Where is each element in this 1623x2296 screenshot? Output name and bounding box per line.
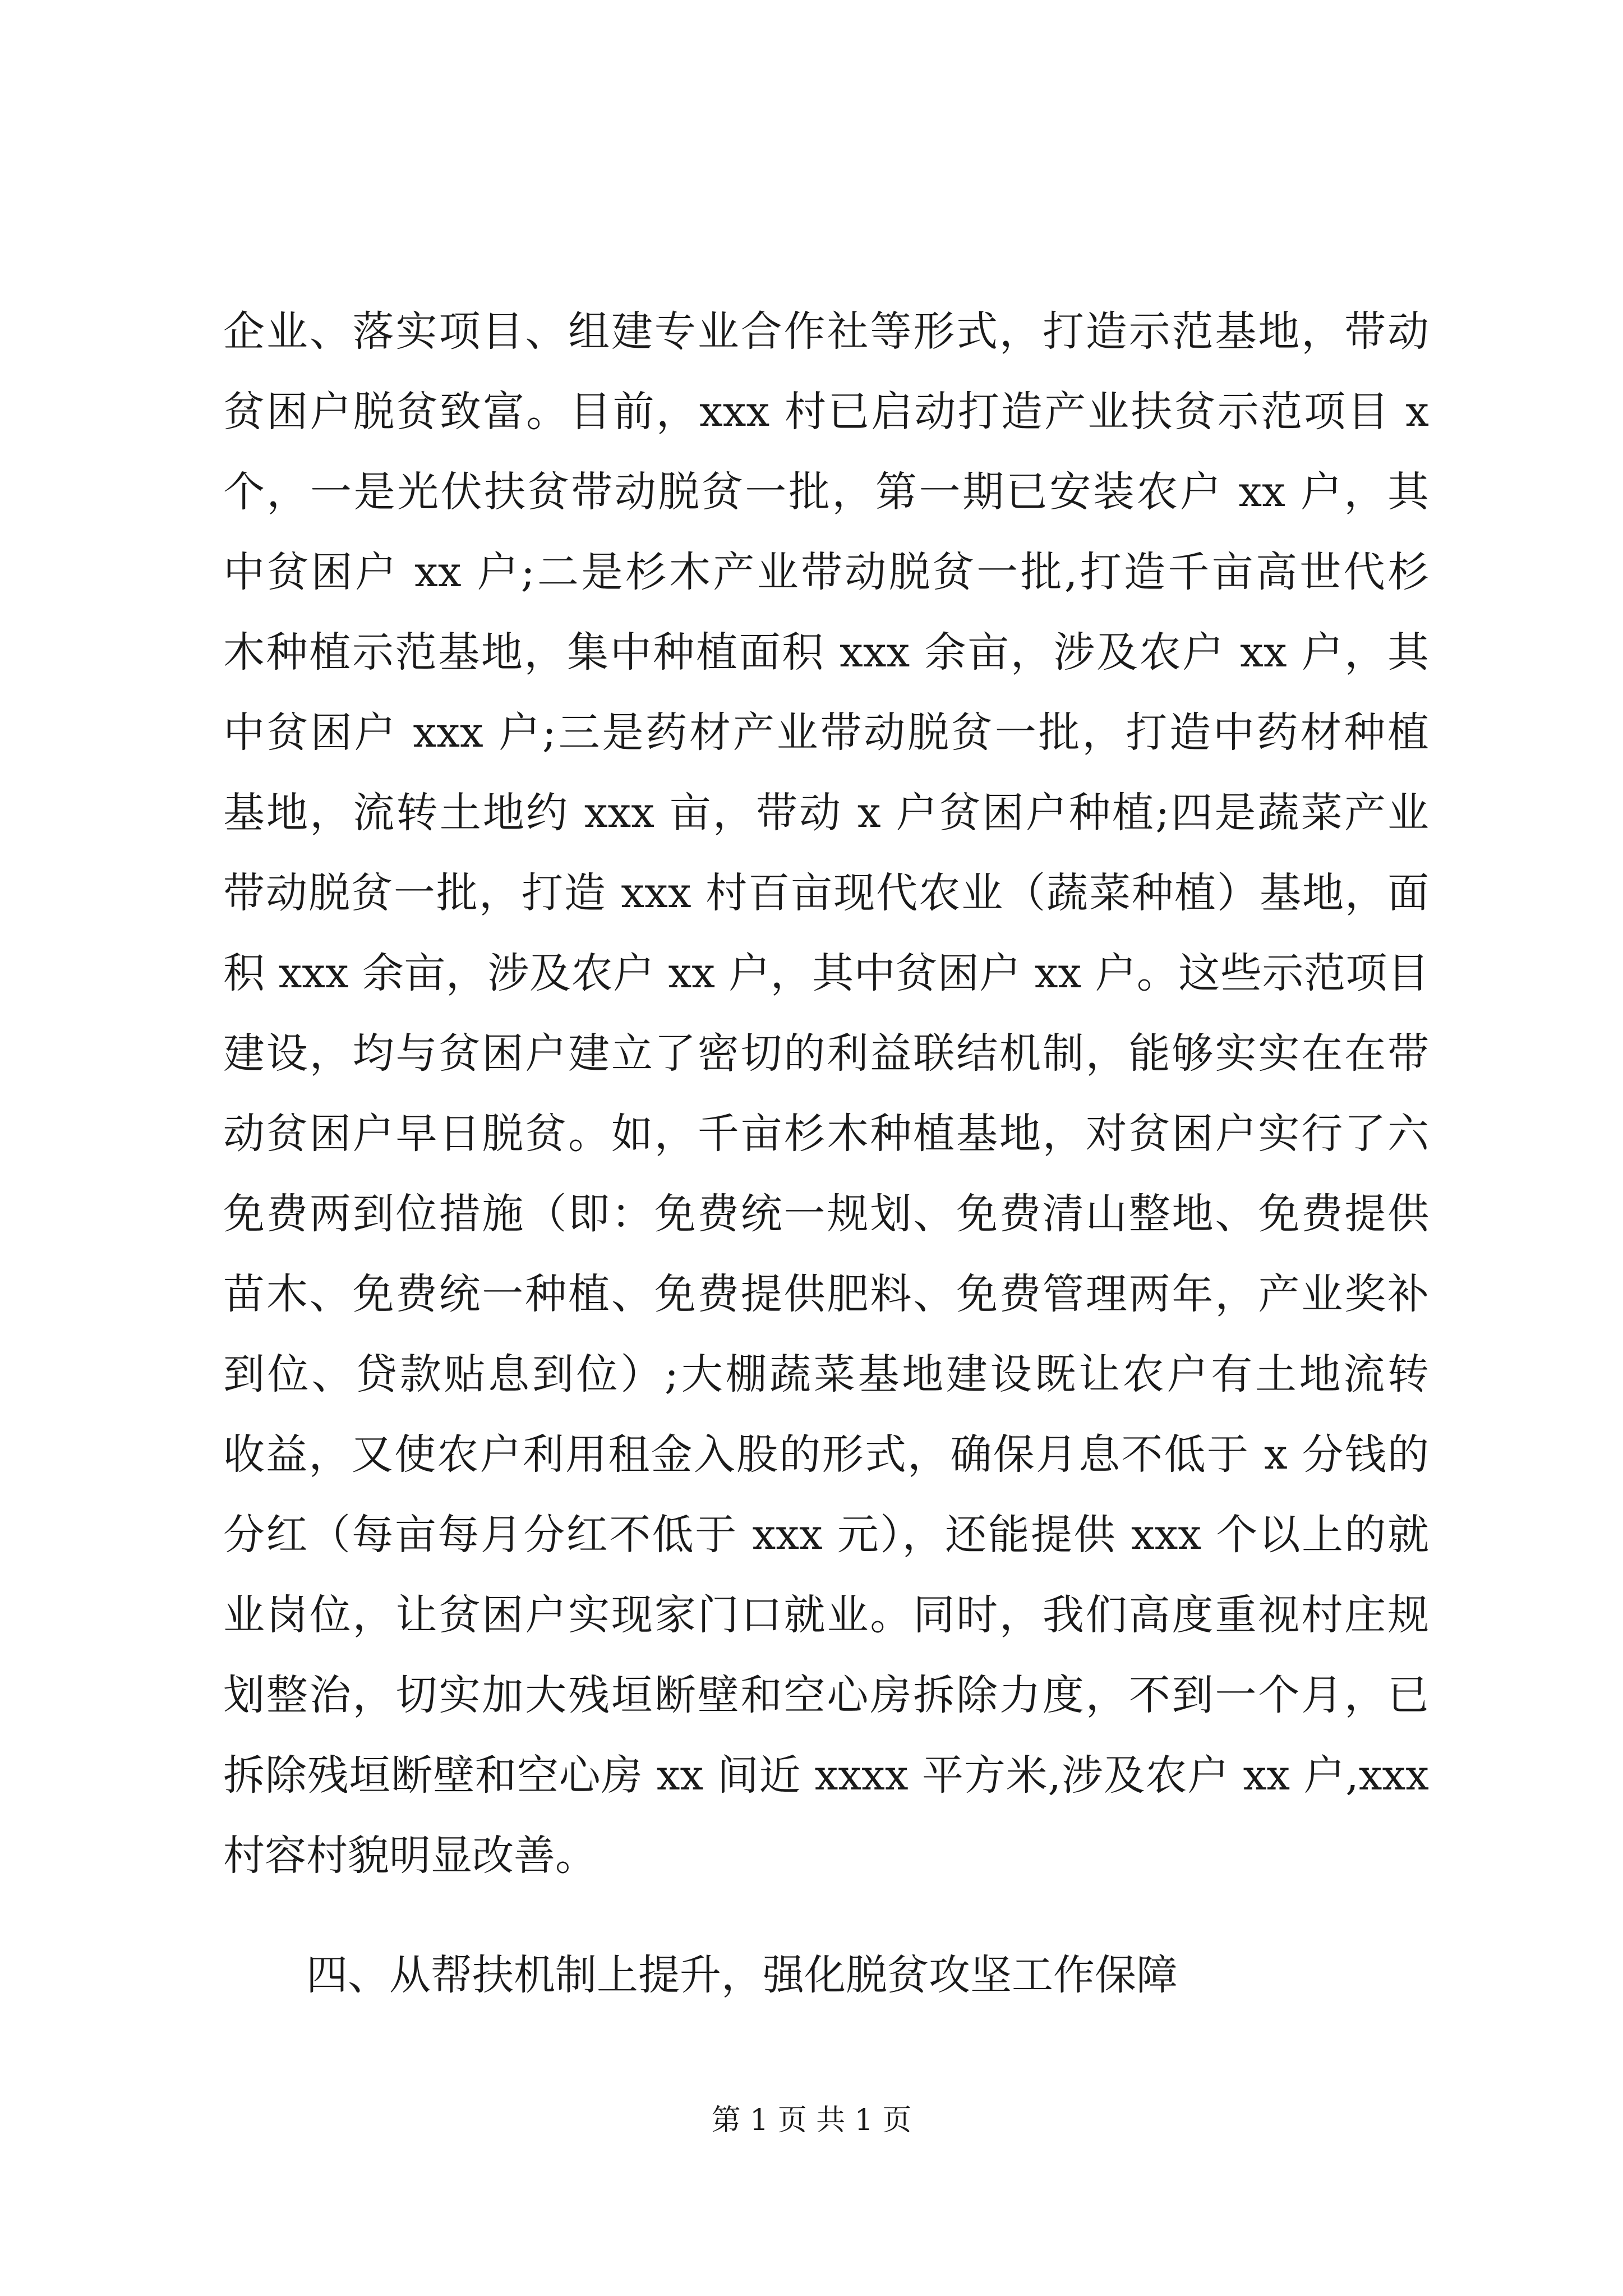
paragraph-line: 村容村貌明显改善。 [223, 1832, 597, 1880]
paragraph-line: 企业、落实项目、组建专业合作社等形式，打造示范基地，带动 [223, 307, 1429, 356]
paragraph-line: 划整治，切实加大残垣断壁和空心房拆除力度，不到一个月，已 [223, 1671, 1429, 1719]
paragraph-line: 免费两到位措施（即：免费统一规划、免费清山整地、免费提供 [223, 1190, 1429, 1238]
paragraph-line: 贫困户脱贫致富。目前，xxx 村已启动打造产业扶贫示范项目 x [223, 388, 1429, 436]
paragraph-line: 到位、贷款贴息到位）;大棚蔬菜基地建设既让农户有土地流转 [223, 1350, 1429, 1398]
paragraph-line: 中贫困户 xx 户;二是杉木产业带动脱贫一批,打造千亩高世代杉 [223, 548, 1429, 596]
paragraph-line: 业岗位，让贫困户实现家门口就业。同时，我们高度重视村庄规 [223, 1591, 1429, 1639]
paragraph-line: 木种植示范基地，集中种植面积 xxx 余亩，涉及农户 xx 户，其 [223, 628, 1429, 677]
paragraph-line: 收益，又使农户利用租金入股的形式，确保月息不低于 x 分钱的 [223, 1430, 1429, 1479]
paragraph-line: 带动脱贫一批，打造 xxx 村百亩现代农业（蔬菜种植）基地，面 [223, 869, 1429, 917]
paragraph-line: 基地，流转土地约 xxx 亩，带动 x 户贫困户种植;四是蔬菜产业 [223, 789, 1429, 837]
paragraph-line: 建设，均与贫困户建立了密切的利益联结机制，能够实实在在带 [223, 1029, 1429, 1078]
paragraph-line: 拆除残垣断壁和空心房 xx 间近 xxxx 平方米,涉及农户 xx 户,xxx [223, 1751, 1429, 1800]
paragraph-line: 苗木、免费统一种植、免费提供肥料、免费管理两年，产业奖补 [223, 1270, 1429, 1318]
body-paragraph [223, 292, 1429, 1896]
paragraph-line: 个，一是光伏扶贫带动脱贫一批，第一期已安装农户 xx 户，其 [223, 468, 1429, 516]
section-heading: 四、从帮扶机制上提升，强化脱贫攻坚工作保障 [306, 1951, 1178, 1999]
page-number-footer: 第 1 页 共 1 页 [711, 2104, 912, 2137]
paragraph-line: 分红（每亩每月分红不低于 xxx 元），还能提供 xxx 个以上的就 [223, 1511, 1429, 1559]
paragraph-line: 动贫困户早日脱贫。如，千亩杉木种植基地，对贫困户实行了六 [223, 1110, 1429, 1158]
paragraph-line: 中贫困户 xxx 户;三是药材产业带动脱贫一批，打造中药材种植 [223, 708, 1429, 757]
paragraph-line: 积 xxx 余亩，涉及农户 xx 户，其中贫困户 xx 户。这些示范项目 [223, 949, 1429, 997]
